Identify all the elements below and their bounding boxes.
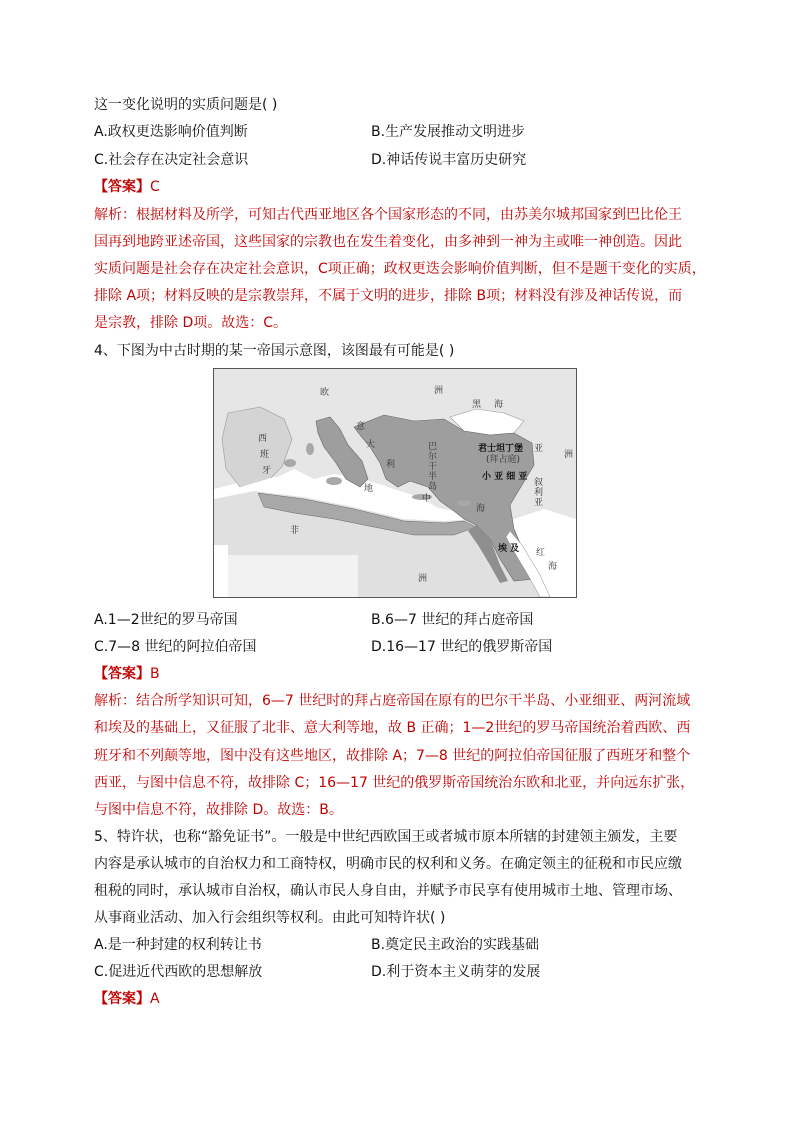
q3-explanation-line: 国再到地跨亚述帝国，这些国家的宗教也在发生着变化，由多神到一神为主或唯一神创造。因此 xyxy=(94,234,682,250)
map-label: 利 xyxy=(386,460,396,470)
q4-explanation-line: 和埃及的基础上，又征服了北非、意大利等地，故 B 正确；1—2世纪的罗马帝国统治着西欧、西 xyxy=(94,720,691,736)
map-label: 利 xyxy=(534,488,544,498)
map-label: 地 xyxy=(364,484,374,494)
q3-explanation-line: 是宗教，排除 D项。故选：C。 xyxy=(94,315,288,331)
q4-answer xyxy=(94,664,160,684)
map-label: 非 xyxy=(290,526,300,536)
map-label: 洲 xyxy=(418,574,428,584)
map-label-capital: 君士坦丁堡 xyxy=(478,444,524,454)
q4-explanation-line: 班牙和不列颠等地，图中没有这些地区，故排除 A；7—8 世纪的阿拉伯帝国征服了西班牙和整个 xyxy=(94,748,691,764)
q5-option-a: A.是一种封建的权利转让书 xyxy=(94,937,262,953)
map-label: 亚 xyxy=(534,498,544,508)
q4-explanation-line: 解析：结合所学知识可知，6—7 世纪时的拜占庭帝国在原有的巴尔干半岛、小亚细亚、两河流域 xyxy=(94,693,691,709)
map-label: 半 xyxy=(428,472,438,482)
map-label: 欧 xyxy=(320,388,330,398)
map-label: 小 亚 细 亚 xyxy=(482,472,528,482)
map-label: 海 xyxy=(494,400,504,410)
q3-option-a: A.政权更迭影响价值判断 xyxy=(94,124,248,140)
q5-option-b: B.奠定民主政治的实践基础 xyxy=(371,937,540,953)
empire-map xyxy=(213,368,577,598)
q4-explanation-line: 西亚，与图中信息不符，故排除 C；16—17 世纪的俄罗斯帝国统治东欧和北亚，并向远东扩张， xyxy=(94,775,695,791)
q3-option-b: B.生产发展推动文明进步 xyxy=(371,124,526,140)
q5-stem-line: 内容是承认城市的自治权力和工商特权，明确市民的权利和义务。在确定领主的征税和市民应缴 xyxy=(94,856,682,872)
map-label: 海 xyxy=(548,562,558,572)
map-label: 巴 xyxy=(428,442,438,452)
answer-value: C xyxy=(150,179,160,195)
map-label-capital-sub: (拜占庭) xyxy=(486,455,521,465)
map-label: 干 xyxy=(428,462,438,472)
map-label: 牙 xyxy=(262,466,272,476)
map-label: 岛 xyxy=(428,482,438,492)
q4-option-a: A.1—2世纪的罗马帝国 xyxy=(94,612,238,628)
q3-option-c: C.社会存在决定社会意识 xyxy=(94,152,249,168)
map-label: 黑 xyxy=(472,400,482,410)
q5-option-c: C.促进近代西欧的思想解放 xyxy=(94,964,263,980)
q5-stem-line: 5、特许状，也称“豁免证书”。一般是中世纪西欧国王或者城市原本所辖的封建领主颁发，主要 xyxy=(94,829,678,845)
answer-tag: 【答案】 xyxy=(94,991,150,1007)
map-label: 尔 xyxy=(428,452,438,462)
q3-explanation-line: 解析：根据材料及所学，可知古代西亚地区各个国家形态的不同，由苏美尔城邦国家到巴比伦王 xyxy=(94,207,682,223)
answer-tag: 【答案】 xyxy=(94,666,150,682)
map-label: 亚 xyxy=(534,444,544,454)
map-label: 洲 xyxy=(564,450,574,460)
q5-option-d: D.利于资本主义萌芽的发展 xyxy=(371,964,541,980)
q3-option-d: D.神话传说丰富历史研究 xyxy=(371,152,527,168)
q3-explanation-line: 实质问题是社会存在决定社会意识，C项正确；政权更迭会影响价值判断，但不是题干变化的实质， xyxy=(94,261,706,277)
q5-stem-line: 从事商业活动、加入行会组织等权利。由此可知特许状( ) xyxy=(94,910,446,926)
map-label: 意 xyxy=(356,422,366,432)
map-label: 中 xyxy=(422,494,432,504)
q5-answer xyxy=(94,989,160,1009)
q4-option-b: B.6—7 世纪的拜占庭帝国 xyxy=(371,612,534,628)
map-label: 大 xyxy=(366,440,376,450)
map-label: 海 xyxy=(476,504,486,514)
q3-answer xyxy=(94,177,160,197)
map-label: 埃 及 xyxy=(498,544,520,554)
q3-stem: 这一变化说明的实质问题是( ) xyxy=(94,97,278,113)
empire-map-svg xyxy=(214,369,576,597)
q4-option-c: C.7—8 世纪的阿拉伯帝国 xyxy=(94,639,257,655)
answer-value: A xyxy=(150,991,160,1007)
q3-explanation-line: 排除 A项；材料反映的是宗教崇拜，不属于文明的进步，排除 B项；材料没有涉及神话传说，而 xyxy=(94,288,683,304)
answer-tag: 【答案】 xyxy=(94,179,150,195)
q5-stem-line: 租税的同时，承认城市自治权，确认市民人身自由，并赋予市民享有使用城市土地、管理市场、 xyxy=(94,883,682,899)
answer-value: B xyxy=(150,666,160,682)
map-label: 西 xyxy=(258,434,268,444)
map-label: 叙 xyxy=(534,478,544,488)
map-label: 洲 xyxy=(434,386,444,396)
q4-stem: 4、下图为中古时期的某一帝国示意图，该图最有可能是( ) xyxy=(94,343,455,359)
q4-option-d: D.16—17 世纪的俄罗斯帝国 xyxy=(371,639,553,655)
map-label: 红 xyxy=(536,548,546,558)
q4-explanation-line: 与图中信息不符，故排除 D。故选：B。 xyxy=(94,802,343,818)
map-label: 班 xyxy=(260,450,270,460)
